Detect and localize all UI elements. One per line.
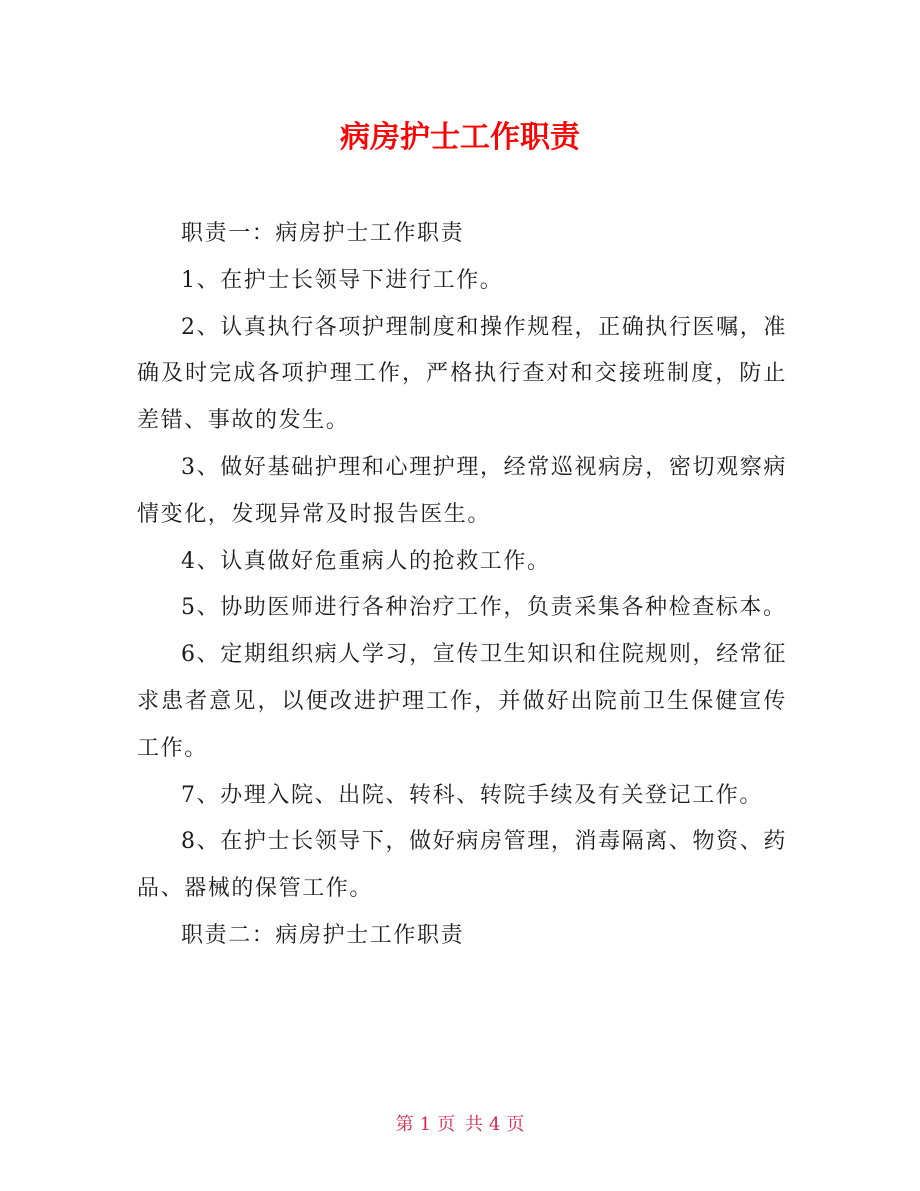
footer-prefix: 第	[395, 1114, 414, 1135]
footer-middle: 页 共	[437, 1114, 483, 1135]
document-title: 病房护士工作职责	[340, 120, 580, 155]
paragraph: 8、在护士长领导下，做好病房管理，消毒隔离、物资、药品、器械的保管工作。	[137, 829, 787, 902]
paragraph: 5、协助医师进行各种治疗工作，负责采集各种检查标本。	[181, 595, 787, 621]
footer-suffix: 页	[506, 1114, 525, 1135]
paragraph: 3、做好基础护理和心理护理，经常巡视病房，密切观察病情变化，发现异常及时报告医生。	[137, 454, 787, 527]
document-body	[137, 211, 787, 960]
paragraph: 2、认真执行各项护理制度和操作规程，正确执行医嘱，准确及时完成各项护理工作，严格执行查对和交接班制度，防止差错、事故的发生。	[137, 314, 787, 434]
paragraph: 1、在护士长领导下进行工作。	[181, 267, 504, 293]
paragraph: 4、认真做好危重病人的抢救工作。	[181, 548, 551, 574]
current-page-number: 1	[419, 1114, 432, 1135]
section-heading: 职责一：病房护士工作职责	[181, 221, 465, 246]
paragraph: 7、办理入院、出院、转科、转院手续及有关登记工作。	[181, 782, 763, 808]
total-pages-number: 4	[488, 1114, 501, 1135]
paragraph: 6、定期组织病人学习，宣传卫生知识和住院规则，经常征求患者意见，以便改进护理工作，并做好出院前卫生保健宣传工作。	[137, 642, 787, 761]
section-heading: 职责二：病房护士工作职责	[181, 922, 465, 948]
page-number-footer	[0, 1112, 920, 1138]
